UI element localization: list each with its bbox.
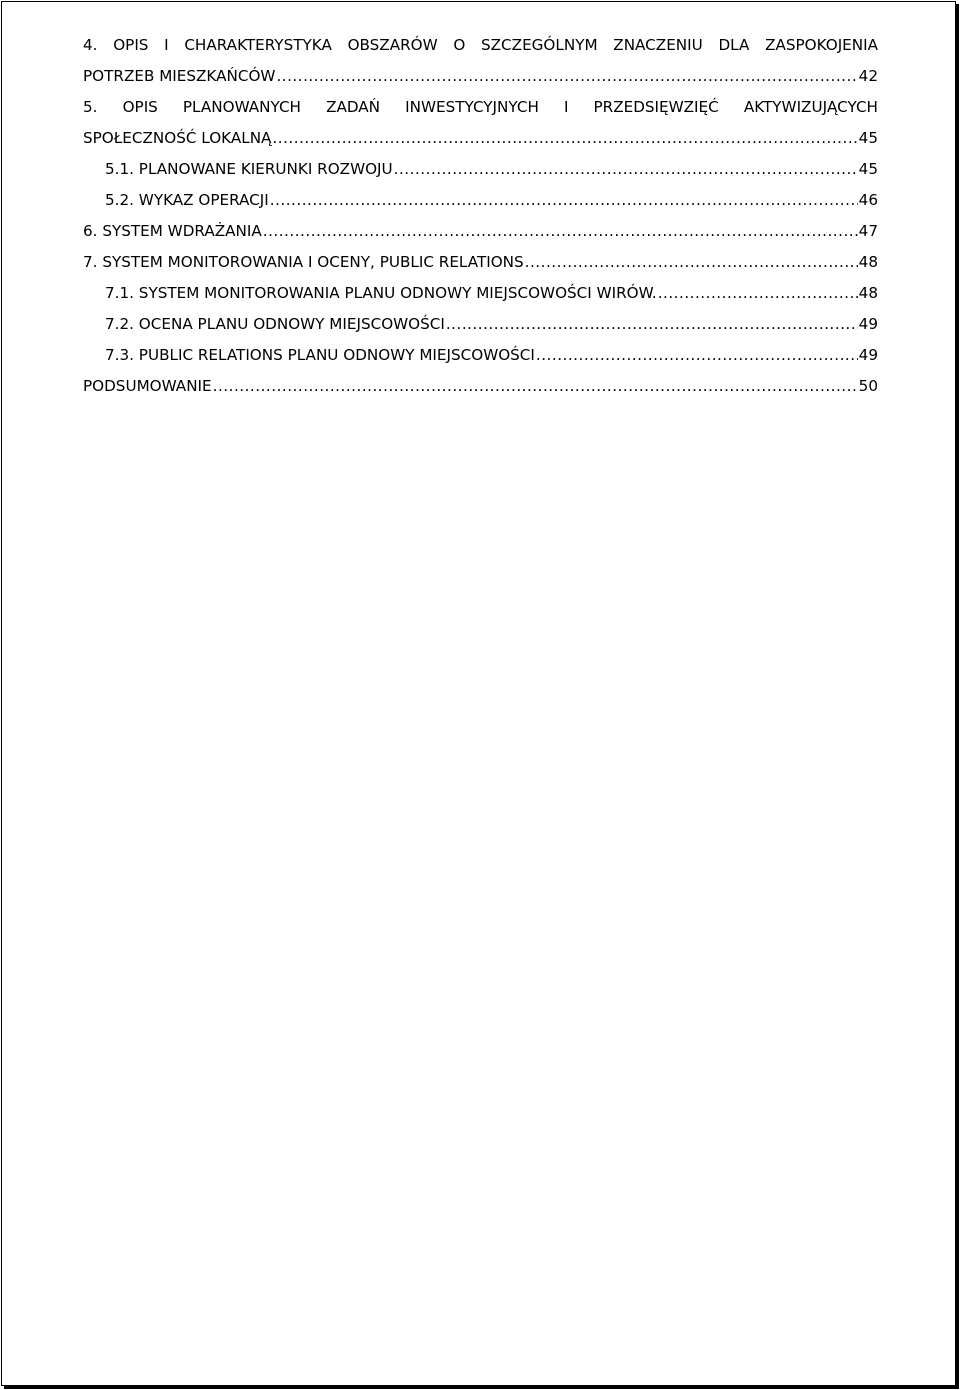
toc-entry-7-2[interactable] [83,309,878,340]
toc-entry-text: 7.2. OCENA PLANU ODNOWY MIEJSCOWOŚCI [105,315,445,333]
toc-entry-text: 5.1. PLANOWANE KIERUNKI ROZWOJU [105,160,393,178]
toc-page-number: 47 [858,222,878,240]
toc-entry-text: PODSUMOWANIE [83,377,212,395]
toc-word: PLANOWANYCH [182,98,301,116]
toc-page-number: 45 [858,160,878,178]
toc-word: OPIS [113,36,149,54]
toc-word: ZNACZENIU [613,36,703,54]
toc-word: 5. [83,98,98,116]
toc-word: 4. [83,36,98,54]
toc-leader-dots [394,154,858,185]
toc-entry-7-3[interactable] [83,340,878,371]
toc-entry-6[interactable] [83,216,878,247]
toc-entry-text: 7.3. PUBLIC RELATIONS PLANU ODNOWY MIEJSCOWOŚCI [105,346,535,364]
toc-word: SZCZEGÓLNYM [481,36,598,54]
toc-entry-5-2[interactable] [83,185,878,216]
toc-entry-text: 7. SYSTEM MONITOROWANIA I OCENY, PUBLIC RELATIONS [83,253,524,271]
toc-word: OPIS [122,98,158,116]
toc-entry-text: SPOŁECZNOŚĆ LOKALNĄ [83,129,272,147]
toc-leader-dots [276,61,857,92]
toc-page-number: 45 [858,129,878,147]
toc-page-number: 48 [858,284,878,302]
toc-word: PRZEDSIĘWZIĘĆ [593,98,719,116]
toc-leader-dots [263,216,858,247]
toc-entry-text: POTRZEB MIESZKAŃCÓW [83,67,276,85]
toc-entry-summary[interactable] [83,371,878,402]
toc-word: I [563,98,569,116]
toc-entry-text: 7.1. SYSTEM MONITOROWANIA PLANU ODNOWY MIEJSCOWOŚCI WIRÓW. [105,284,657,302]
toc-entry-5-line1[interactable] [83,92,878,123]
toc-word: CHARAKTERYSTYKA [184,36,332,54]
toc-entry-5-1[interactable] [83,154,878,185]
toc-word: I [164,36,169,54]
toc-word: ZADAŃ [326,98,381,116]
toc-leader-dots [658,278,858,309]
toc-leader-dots [270,185,858,216]
toc-entry-7-1[interactable] [83,278,878,309]
toc-word: OBSZARÓW [347,36,438,54]
toc-page-number: 46 [858,191,878,209]
toc-leader-dots [446,309,858,340]
toc-leader-dots [213,371,858,402]
toc-entry-5-line2[interactable] [83,123,878,154]
toc-page-number: 49 [858,346,878,364]
toc-entry-4-line1[interactable] [83,30,878,61]
toc-leader-dots [525,247,858,278]
toc-page-number: 50 [858,377,878,395]
toc-entry-text: 5.2. WYKAZ OPERACJI [105,191,269,209]
toc-page-number: 42 [858,67,878,85]
toc-leader-dots [536,340,858,371]
toc-word: ZASPOKOJENIA [765,36,878,54]
toc-word: O [453,36,466,54]
toc-entry-text: 6. SYSTEM WDRAŻANIA [83,222,262,240]
table-of-contents [83,30,878,402]
toc-word: INWESTYCYJNYCH [405,98,539,116]
toc-leader-dots [272,123,857,154]
toc-entry-7[interactable] [83,247,878,278]
toc-word: AKTYWIZUJĄCYCH [743,98,878,116]
toc-page-number: 48 [858,253,878,271]
toc-word: DLA [718,36,750,54]
toc-entry-4-line2[interactable] [83,61,878,92]
toc-page-number: 49 [858,315,878,333]
